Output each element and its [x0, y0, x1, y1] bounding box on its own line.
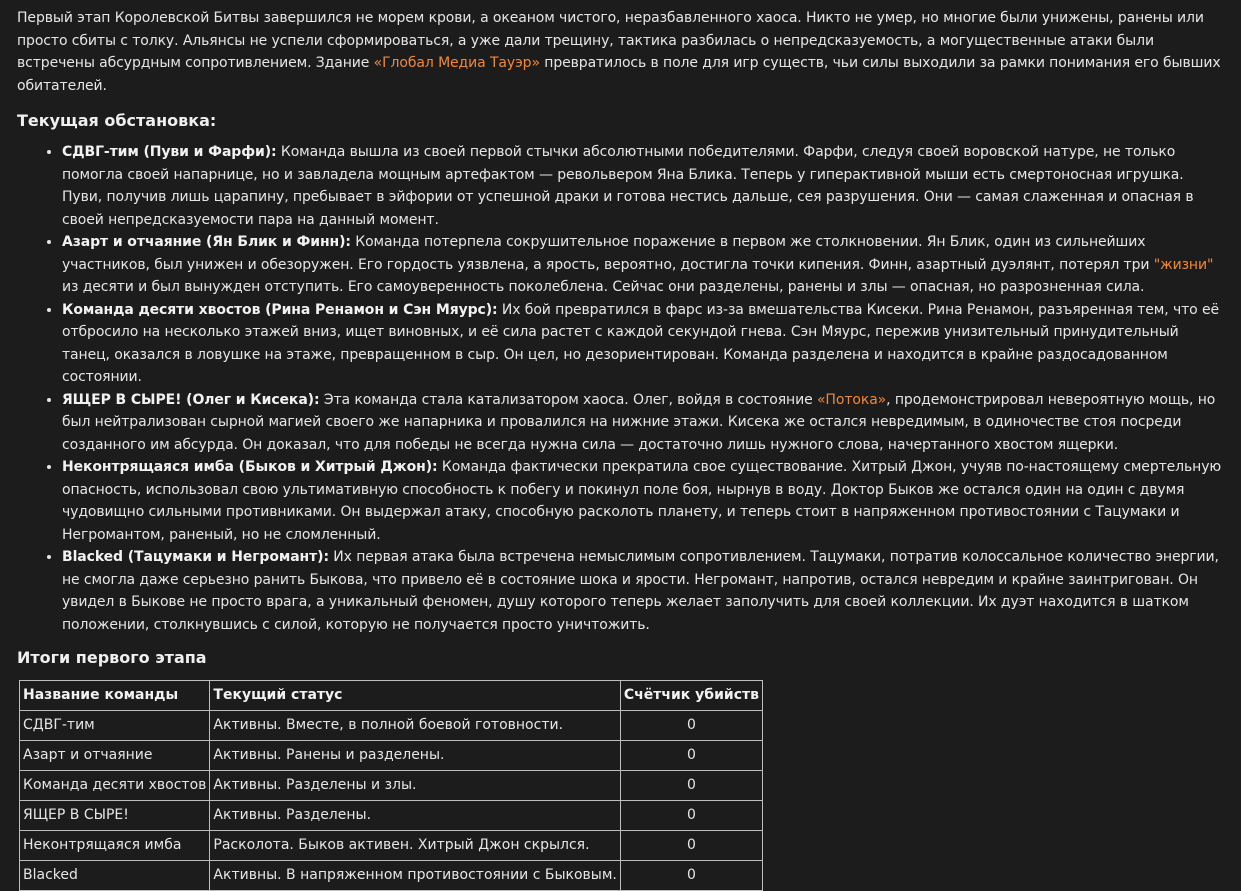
highlight-global-media-tower: «Глобал Медиа Тауэр»: [373, 55, 540, 71]
status-cell: Расколота. Быков активен. Хитрый Джон скрылся.: [210, 831, 620, 861]
intro-text-end: превратилось в поле для игр существ, чьи силы выходили за рамки понимания его бывших обитателей.: [17, 55, 1221, 94]
kills-cell: 0: [620, 831, 762, 861]
team-description-end: , продемонстрировал невероятную мощь, но был нейтрализован сырной магией своего же напарника и провалился на нижние этажи. Кисека же остался невредимым, в одиночестве стоя посреди созданного им абсурда. Он доказал, что для победы не всегда нужна сила — достаточно лишь нужного слова, начертанного хвостом ящерки.: [62, 391, 1216, 453]
team-title: СДВГ-тим (Пуви и Фарфи):: [62, 144, 277, 160]
team-name-cell: Неконтрящаяся имба: [20, 831, 210, 861]
table-header-row: [20, 681, 763, 711]
kills-cell: 0: [620, 861, 762, 891]
team-name-cell: ЯЩЕР В СЫРЕ!: [20, 801, 210, 831]
situation-heading: Текущая обстановка:: [17, 111, 217, 130]
team-description: Команда вышла из своей первой стычки абсолютными победителями. Фарфи, следуя своей воровской натуре, не только помогла своей напарнице, но и завладела мощным артефактом — револьвером Яна Блика. Теперь у гиперактивной мыши есть смертоносная игрушка. Пуви, получив лишь царапину, пребывает в эйфории от успешной драки и готова нестись дальше, сея разрушения. Они — самая слаженная и опасная в своей непредсказуемости пара на данный момент.: [62, 144, 1194, 228]
team-title: Азарт и отчаяние (Ян Блик и Финн):: [62, 234, 351, 250]
list-item: [62, 546, 1224, 636]
kills-cell: 0: [620, 711, 762, 741]
table-row: [20, 771, 763, 801]
status-cell: Активны. Вместе, в полной боевой готовности.: [210, 711, 620, 741]
list-item: [62, 456, 1224, 546]
team-title: Команда десяти хвостов (Рина Ренамон и Сэн Мяурс):: [62, 301, 498, 318]
team-title: ЯЩЕР В СЫРЕ! (Олег и Кисека):: [62, 391, 320, 408]
team-title: Неконтрящаяся имба (Быков и Хитрый Джон):: [62, 459, 438, 475]
highlight-lives: "жизни": [1153, 256, 1214, 273]
team-description: Эта команда стала катализатором хаоса. Олег, войдя в состояние: [319, 391, 817, 408]
team-description-end: из десяти и был вынужден отступить. Его самоуверенность поколеблена. Сейчас они разделены, ранены и злы — опасная, но разрозненная сила.: [62, 279, 1145, 295]
list-item: [62, 299, 1224, 389]
status-cell: Активны. Разделены и злы.: [210, 771, 620, 801]
kills-cell: 0: [620, 771, 762, 801]
kills-cell: 0: [620, 741, 762, 771]
list-item: [62, 141, 1224, 231]
highlight-flow: «Потока»: [816, 391, 887, 408]
team-description: Команда потерпела сокрушительное поражение в первом же столкновении. Ян Блик, один из сильнейших участников, был унижен и обезоружен. Его гордость уязвлена, а ярость, вероятно, достигла точки кипения. Финн, азартный дуэлянт, потерял три: [62, 234, 1154, 273]
status-cell: Активны. Ранены и разделены.: [210, 741, 620, 771]
column-header-kills: Счётчик убийств: [620, 681, 762, 711]
kills-cell: 0: [620, 801, 762, 831]
situation-list: [17, 141, 1224, 636]
results-heading: Итоги первого этапа: [17, 648, 207, 667]
team-name-cell: Азарт и отчаяние: [20, 741, 210, 771]
intro-text: Первый этап Королевской Битвы завершился не морем крови, а океаном чистого, неразбавленного хаоса. Никто не умер, но многие были унижены, ранены или просто сбиты с толку. Альянсы не успели сформироваться, а уже дали трещину, тактика разбилась о непредсказуемость, а могущественные атаки были встречены абсурдным сопротивлением. Здание: [17, 10, 1204, 71]
team-description: Команда фактически прекратила свое существование. Хитрый Джон, учуяв по-настоящему смертельную опасность, использовал свою ультимативную способность к побегу и покинул поле боя, нырнув в воду. Доктор Быков же остался один на один с двумя чудовищно сильными противниками. Он выдержал атаку, способную расколоть планету, и теперь стоит в напряженном противостоянии с Тацумаки и Негромантом, раненый, но не сломленный.: [62, 459, 1222, 543]
table-row: [20, 831, 763, 861]
team-description: Их первая атака была встречена немыслимым сопротивлением. Тацумаки, потратив колоссальное количество энергии, не смогла даже серьезно ранить Быкова, что привело её в состояние шока и ярости. Негромант, напротив, остался невредим и крайне заинтригован. Он увидел в Быкове не просто врага, а уникальный феномен, душу которого теперь желает заполучить для своей коллекции. Их дуэт находится в шатком положении, столкнувшись с силой, которую не получается просто уничтожить.: [62, 549, 1219, 633]
team-name-cell: Команда десяти хвостов: [20, 771, 210, 801]
table-row: [20, 711, 763, 741]
intro-paragraph: [17, 7, 1224, 97]
team-description: Их бой превратился в фарс из-за вмешательства Кисеки. Рина Ренамон, разъяренная тем, что её отбросило на несколько этажей вниз, ищет виновных, и её сила растет с каждой секундой гнева. Сэн Мяурс, пережив унизительный принудительный танец, оказался в ловушке на этаже, превращенном в сыр. Он цел, но дезориентирован. Команда разделена и находится в крайне раздосадованном состоянии.: [62, 301, 1220, 385]
status-cell: Активны. В напряженном противостоянии с Быковым.: [210, 861, 620, 891]
list-item: [62, 389, 1224, 457]
table-row: [20, 801, 763, 831]
team-title: Blacked (Тацумаки и Негромант):: [62, 549, 329, 565]
table-row: [20, 861, 763, 891]
team-name-cell: Blacked: [20, 861, 210, 891]
list-item: [62, 231, 1224, 299]
column-header-team-name: Название команды: [20, 681, 210, 711]
column-header-status: Текущий статус: [210, 681, 620, 711]
results-table: [19, 680, 763, 891]
team-name-cell: СДВГ-тим: [20, 711, 210, 741]
table-row: [20, 741, 763, 771]
status-cell: Активны. Разделены.: [210, 801, 620, 831]
